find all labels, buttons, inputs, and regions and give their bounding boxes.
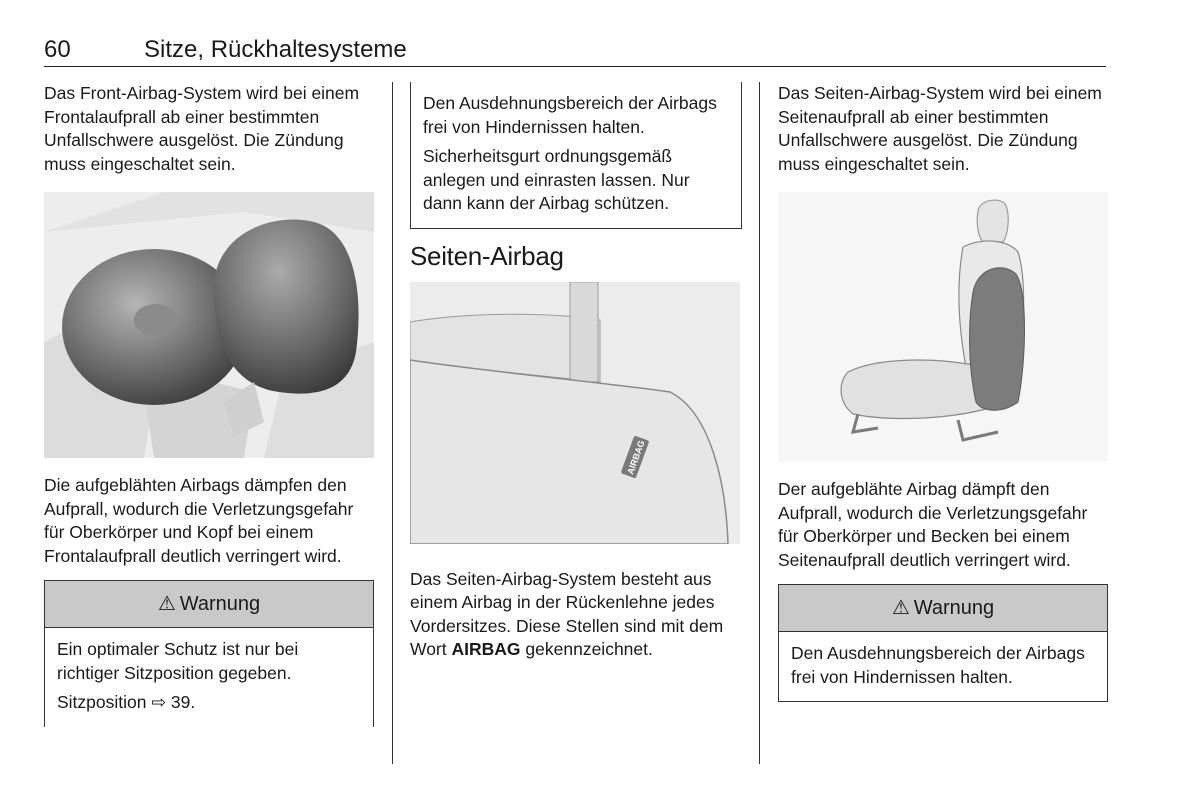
chapter-title: Sitze, Rückhaltesysteme (144, 36, 407, 63)
reference-page-link[interactable]: 39. (170, 692, 196, 712)
warning-header (45, 581, 373, 628)
side-airbag-description: Das Seiten-Airbag-System besteht aus einem Airbag in der Rückenlehne jedes Vordersitzes. Diese Stellen sind mit dem Wort AIRBAG gekennzeichnet. (410, 568, 724, 659)
warning-box-seat-position (44, 580, 374, 727)
warning-header (779, 585, 1107, 632)
warning-reference (57, 691, 361, 715)
front-airbag-figure (44, 192, 374, 458)
seatbelt-warning-text: Sicherheitsgurt ordnungsgemäß anlegen und einrasten lassen. Nur dann kann der Airbag schützen. (423, 146, 690, 213)
warning-triangle-icon: ⚠ (157, 593, 176, 615)
page-header (44, 36, 1106, 67)
column-divider (392, 82, 393, 764)
column-side-airbag (410, 82, 742, 662)
column-divider (759, 82, 760, 764)
front-airbag-intro: Das Front-Airbag-System wird bei einem Frontalaufprall ab einer bestimmten Unfallschwere ausgelöst. Die Zündung muss eingeschaltet sein. (44, 83, 360, 174)
page-reference-arrow-icon: ⇨ (151, 692, 167, 712)
column-front-airbag (44, 82, 374, 727)
warning-text: Ein optimaler Schutz ist nur bei richtiger Sitzposition gegeben. (57, 639, 299, 683)
side-airbag-seat-figure (778, 192, 1108, 462)
warning-box-clearance (778, 584, 1108, 702)
warning-text: Den Ausdehnungsbereich der Airbags frei von Hindernissen halten. (791, 643, 1085, 687)
reference-label: Sitzposition (57, 692, 147, 712)
warning-triangle-icon: ⚠ (891, 597, 910, 619)
warning-body (45, 628, 373, 727)
front-airbag-effect: Die aufgeblähten Airbags dämpfen den Aufprall, wodurch die Verletzungsgefahr für Oberkörper und Kopf bei einem Frontalaufprall deutlich verringert wird. (44, 475, 354, 566)
airbag-keyword: AIRBAG (451, 639, 521, 659)
seat-airbag-label-illustration (410, 282, 740, 544)
warning-box-continued (410, 82, 742, 229)
side-airbag-label-figure (410, 282, 740, 544)
continued-warning-text: Den Ausdehnungsbereich der Airbags frei von Hindernissen halten. (423, 93, 717, 137)
front-airbag-illustration (44, 192, 374, 458)
page-number: 60 (44, 36, 71, 63)
section-title-side-airbag: Seiten-Airbag (410, 240, 564, 271)
airbag-stitched-label: AIRBAG (625, 438, 647, 476)
column-side-airbag-function (778, 82, 1108, 702)
side-airbag-intro: Das Seiten-Airbag-System wird bei einem Seitenaufprall ab einer bestimmten Unfallschwere ausgelöst. Die Zündung muss eingeschaltet sein. (778, 83, 1102, 174)
side-airbag-effect: Der aufgeblähte Airbag dämpft den Aufprall, wodurch die Verletzungsgefahr für Oberkörper und Becken bei einem Seitenaufprall deutlich verringert wird. (778, 479, 1088, 570)
seat-with-side-airbag-illustration (778, 192, 1108, 462)
warning-title: Warnung (913, 597, 995, 619)
warning-body (779, 632, 1107, 701)
warning-title: Warnung (179, 593, 261, 615)
